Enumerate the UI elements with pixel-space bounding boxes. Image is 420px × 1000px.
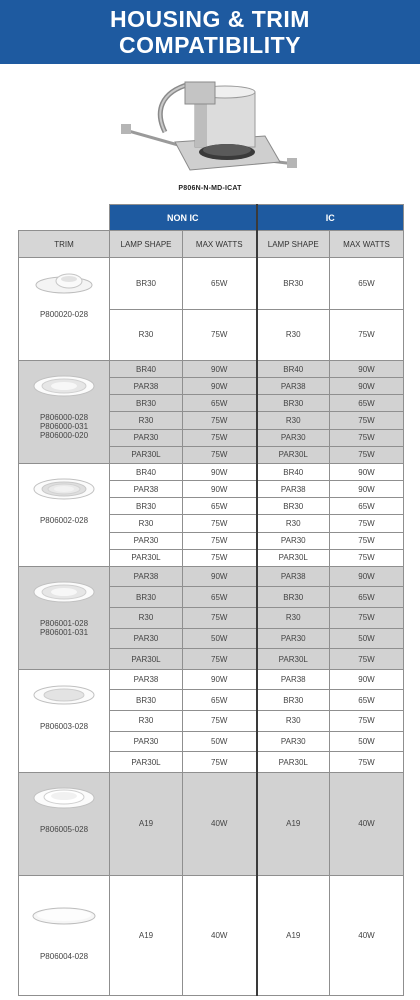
trim-part-number: P800020-028 xyxy=(39,310,89,319)
ic-max-watts: 75W xyxy=(330,532,404,549)
group-header-non-ic: NON IC xyxy=(110,205,257,231)
ic-lamp-shape: BR30 xyxy=(257,587,330,608)
table-body xyxy=(19,258,404,996)
ic-lamp-shape: PAR30 xyxy=(257,429,330,446)
ic-lamp-shape: BR40 xyxy=(257,361,330,378)
ic-lamp-shape: R30 xyxy=(257,412,330,429)
title-line-2: COMPATIBILITY xyxy=(119,32,301,58)
non-ic-lamp-shape: PAR30 xyxy=(110,731,183,752)
ic-lamp-shape: PAR30L xyxy=(257,549,330,566)
ic-lamp-shape: R30 xyxy=(257,515,330,532)
ic-max-watts: 65W xyxy=(330,587,404,608)
ic-lamp-shape: PAR38 xyxy=(257,378,330,395)
trim-part-number: P806002-028 xyxy=(39,515,89,525)
trim-spacer xyxy=(19,506,109,516)
non-ic-max-watts: 65W xyxy=(183,587,257,608)
ic-lamp-shape: R30 xyxy=(257,309,330,361)
ic-max-watts: 75W xyxy=(330,711,404,732)
ic-max-watts: 40W xyxy=(330,772,404,875)
baffle-trim-image xyxy=(31,476,97,502)
non-ic-max-watts: 65W xyxy=(183,690,257,711)
trim-spacer xyxy=(19,403,109,413)
non-ic-lamp-shape: PAR38 xyxy=(110,669,183,690)
ic-lamp-shape: PAR30 xyxy=(257,532,330,549)
ic-max-watts: 65W xyxy=(330,498,404,515)
non-ic-max-watts: 65W xyxy=(183,258,257,310)
lensed-trim-image xyxy=(31,785,97,811)
ic-max-watts: 50W xyxy=(330,628,404,649)
non-ic-lamp-shape: PAR30 xyxy=(110,628,183,649)
non-ic-max-watts: 40W xyxy=(183,875,257,995)
trim-spacer xyxy=(19,712,109,722)
product-section xyxy=(0,64,420,204)
trim-cell xyxy=(19,669,110,772)
ic-lamp-shape: PAR38 xyxy=(257,481,330,498)
ic-max-watts: 75W xyxy=(330,309,404,361)
column-header-lamp-shape: LAMP SHAPE xyxy=(257,231,330,258)
ic-lamp-shape: A19 xyxy=(257,772,330,875)
non-ic-lamp-shape: BR30 xyxy=(110,498,183,515)
trim-spacer xyxy=(19,932,109,952)
non-ic-max-watts: 90W xyxy=(183,566,257,587)
trim-spacer xyxy=(19,300,109,310)
non-ic-lamp-shape: BR30 xyxy=(110,587,183,608)
non-ic-lamp-shape: A19 xyxy=(110,772,183,875)
column-header-lamp-shape: LAMP SHAPE xyxy=(110,231,183,258)
non-ic-lamp-shape: A19 xyxy=(110,875,183,995)
ic-lamp-shape: PAR30 xyxy=(257,628,330,649)
trim-part-number: P806001-031 xyxy=(39,627,89,637)
non-ic-lamp-shape: BR40 xyxy=(110,361,183,378)
table-row xyxy=(19,875,404,995)
non-ic-lamp-shape: BR30 xyxy=(110,395,183,412)
non-ic-lamp-shape: PAR30 xyxy=(110,429,183,446)
title-line-1: HOUSING & TRIM xyxy=(110,6,310,32)
non-ic-max-watts: 75W xyxy=(183,412,257,429)
non-ic-lamp-shape: PAR30 xyxy=(110,532,183,549)
non-ic-max-watts: 75W xyxy=(183,532,257,549)
non-ic-lamp-shape: PAR38 xyxy=(110,378,183,395)
ic-max-watts: 75W xyxy=(330,549,404,566)
ic-max-watts: 75W xyxy=(330,446,404,463)
open-trim-image xyxy=(31,682,97,708)
non-ic-lamp-shape: PAR30L xyxy=(110,752,183,773)
non-ic-max-watts: 75W xyxy=(183,309,257,361)
table-row xyxy=(19,258,404,310)
ic-max-watts: 65W xyxy=(330,395,404,412)
ic-max-watts: 75W xyxy=(330,429,404,446)
non-ic-max-watts: 90W xyxy=(183,463,257,480)
non-ic-lamp-shape: PAR38 xyxy=(110,481,183,498)
ic-lamp-shape: BR40 xyxy=(257,463,330,480)
table-row xyxy=(19,772,404,875)
ic-lamp-shape: R30 xyxy=(257,711,330,732)
non-ic-max-watts: 75W xyxy=(183,446,257,463)
trim-cell xyxy=(19,463,110,566)
ic-lamp-shape: BR30 xyxy=(257,258,330,310)
ic-max-watts: 75W xyxy=(330,608,404,629)
non-ic-max-watts: 65W xyxy=(183,498,257,515)
ic-max-watts: 75W xyxy=(330,515,404,532)
non-ic-lamp-shape: R30 xyxy=(110,412,183,429)
non-ic-lamp-shape: PAR30L xyxy=(110,446,183,463)
ic-lamp-shape: PAR38 xyxy=(257,566,330,587)
group-header-ic: IC xyxy=(257,205,404,231)
non-ic-max-watts: 50W xyxy=(183,628,257,649)
ic-max-watts: 65W xyxy=(330,258,404,310)
table-row xyxy=(19,566,404,587)
ic-max-watts: 75W xyxy=(330,649,404,670)
compatibility-table xyxy=(18,204,404,996)
trim-spacer xyxy=(19,815,109,825)
table-row xyxy=(19,669,404,690)
ic-max-watts: 90W xyxy=(330,361,404,378)
trim-part-number: P806004-028 xyxy=(39,951,89,961)
ic-max-watts: 65W xyxy=(330,690,404,711)
non-ic-max-watts: 75W xyxy=(183,429,257,446)
trim-part-number: P806005-028 xyxy=(39,824,89,834)
ic-max-watts: 90W xyxy=(330,566,404,587)
non-ic-lamp-shape: R30 xyxy=(110,515,183,532)
ic-lamp-shape: PAR30 xyxy=(257,731,330,752)
non-ic-max-watts: 75W xyxy=(183,608,257,629)
non-ic-lamp-shape: R30 xyxy=(110,608,183,629)
trim-part-number: P806000-020 xyxy=(39,431,89,440)
ic-lamp-shape: A19 xyxy=(257,875,330,995)
ic-max-watts: 90W xyxy=(330,669,404,690)
non-ic-max-watts: 90W xyxy=(183,361,257,378)
trim-spacer xyxy=(19,609,109,619)
ic-lamp-shape: PAR30L xyxy=(257,446,330,463)
trim-cell xyxy=(19,772,110,875)
housing-image xyxy=(115,72,305,182)
trim-cell xyxy=(19,258,110,361)
non-ic-lamp-shape: R30 xyxy=(110,309,183,361)
ic-lamp-shape: BR30 xyxy=(257,395,330,412)
eyeball-trim-image xyxy=(31,270,97,296)
column-header-max-watts: MAX WATTS xyxy=(183,231,257,258)
table-row xyxy=(19,463,404,480)
non-ic-max-watts: 50W xyxy=(183,731,257,752)
ic-lamp-shape: PAR30L xyxy=(257,649,330,670)
non-ic-lamp-shape: R30 xyxy=(110,711,183,732)
column-header-trim: TRIM xyxy=(19,231,110,258)
title-banner xyxy=(0,0,420,64)
ic-max-watts: 75W xyxy=(330,752,404,773)
ic-max-watts: 90W xyxy=(330,481,404,498)
ic-lamp-shape: PAR38 xyxy=(257,669,330,690)
non-ic-max-watts: 75W xyxy=(183,515,257,532)
trim-cell xyxy=(19,566,110,669)
trim-part-number: P806000-028 xyxy=(39,413,89,422)
reflector-trim-image xyxy=(31,373,97,399)
blank-corner xyxy=(19,205,110,231)
non-ic-max-watts: 90W xyxy=(183,481,257,498)
reflector-trim-image xyxy=(31,579,97,605)
non-ic-lamp-shape: PAR30L xyxy=(110,649,183,670)
non-ic-max-watts: 90W xyxy=(183,378,257,395)
non-ic-max-watts: 75W xyxy=(183,711,257,732)
ic-lamp-shape: BR30 xyxy=(257,498,330,515)
non-ic-lamp-shape: PAR30L xyxy=(110,549,183,566)
ic-lamp-shape: R30 xyxy=(257,608,330,629)
trim-cell xyxy=(19,875,110,995)
non-ic-lamp-shape: BR40 xyxy=(110,463,183,480)
trim-part-number: P806000-031 xyxy=(39,422,89,431)
ic-lamp-shape: PAR30L xyxy=(257,752,330,773)
non-ic-max-watts: 90W xyxy=(183,669,257,690)
non-ic-max-watts: 75W xyxy=(183,752,257,773)
ic-max-watts: 50W xyxy=(330,731,404,752)
ic-max-watts: 90W xyxy=(330,378,404,395)
non-ic-lamp-shape: PAR38 xyxy=(110,566,183,587)
non-ic-max-watts: 75W xyxy=(183,549,257,566)
product-code: P806N-N-MD-ICAT xyxy=(178,185,242,192)
trim-cell xyxy=(19,361,110,464)
trim-part-number: P806003-028 xyxy=(39,721,89,731)
ic-lamp-shape: BR30 xyxy=(257,690,330,711)
non-ic-lamp-shape: BR30 xyxy=(110,258,183,310)
column-header-max-watts: MAX WATTS xyxy=(330,231,404,258)
non-ic-max-watts: 75W xyxy=(183,649,257,670)
non-ic-lamp-shape: BR30 xyxy=(110,690,183,711)
trim-part-number: P806001-028 xyxy=(39,618,89,628)
non-ic-max-watts: 40W xyxy=(183,772,257,875)
ic-max-watts: 75W xyxy=(330,412,404,429)
ic-max-watts: 40W xyxy=(330,875,404,995)
table-row xyxy=(19,361,404,378)
flat-lens-trim-image xyxy=(31,902,97,928)
non-ic-max-watts: 65W xyxy=(183,395,257,412)
ic-max-watts: 90W xyxy=(330,463,404,480)
